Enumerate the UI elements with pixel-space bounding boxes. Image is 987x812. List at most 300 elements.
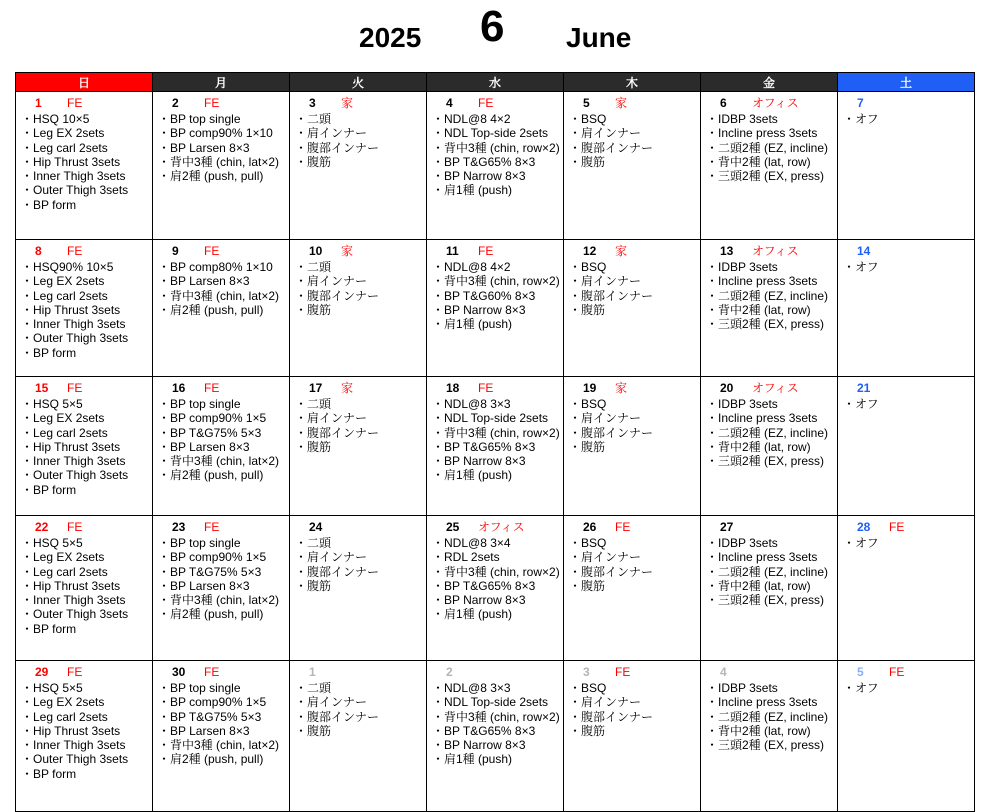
workout-item: ・BP top single xyxy=(158,397,241,411)
day-cell[interactable] xyxy=(427,516,564,661)
workout-item: ・肩2種 (push, pull) xyxy=(158,468,264,483)
day-number: 21 xyxy=(857,381,871,395)
location-label: オフィス xyxy=(752,381,799,395)
day-header xyxy=(158,94,289,112)
workout-item: ・背中3種 (chin, lat×2) xyxy=(158,154,280,169)
workout-item: ・BP form xyxy=(21,621,77,636)
location-label: 家 xyxy=(615,244,628,258)
workout-item: ・Leg EX 2sets xyxy=(21,411,105,426)
workout-item: ・背中2種 (lat, row) xyxy=(706,154,811,169)
workout-item: ・BP top single xyxy=(158,536,241,550)
workout-item: ・RDL 2sets xyxy=(432,550,500,565)
day-header xyxy=(843,94,974,112)
workout-item: ・BP T&G75% 5×3 xyxy=(158,564,262,579)
workout-item: ・腹筋 xyxy=(569,154,606,169)
weekday-friday: 金 xyxy=(701,73,838,92)
workout-item: ・BP comp80% 1×10 xyxy=(158,260,273,274)
workout-item: ・Incline press 3sets xyxy=(706,126,818,141)
workout-item: ・BP T&G65% 8×3 xyxy=(432,154,536,169)
workout-item: ・NDL@8 3×4 xyxy=(432,536,511,550)
day-header xyxy=(569,663,700,681)
workout-item: ・腹部インナー xyxy=(295,288,380,303)
week-row xyxy=(16,516,975,661)
weekday-tuesday: 火 xyxy=(290,73,427,92)
day-number: 2 xyxy=(446,665,453,679)
workout-item: ・背中3種 (chin, row×2) xyxy=(432,140,560,155)
workout-item: ・オフ xyxy=(843,681,879,695)
workout-item: ・BP form xyxy=(21,345,77,360)
workout-item: ・Outer Thigh 3sets xyxy=(21,331,129,346)
workout-item: ・HSQ 5×5 xyxy=(21,536,83,550)
day-number: 1 xyxy=(309,665,316,679)
workout-item: ・Incline press 3sets xyxy=(706,274,818,289)
day-cell[interactable] xyxy=(153,240,290,377)
location-label: 家 xyxy=(341,96,354,110)
week-row xyxy=(16,377,975,516)
workout-item: ・腹筋 xyxy=(295,439,332,454)
workout-item: ・IDBP 3sets xyxy=(706,112,778,126)
workout-item: ・Incline press 3sets xyxy=(706,695,818,710)
workout-item: ・Inner Thigh 3sets xyxy=(21,454,126,469)
workout-item: ・背中3種 (chin, row×2) xyxy=(432,425,560,440)
workout-item: ・IDBP 3sets xyxy=(706,681,778,695)
workout-item: ・腹筋 xyxy=(569,723,606,738)
workout-item: ・Leg carl 2sets xyxy=(21,425,108,440)
workout-item: ・Leg EX 2sets xyxy=(21,126,105,141)
workout-item: ・Hip Thrust 3sets xyxy=(21,578,121,593)
location-label: FE xyxy=(889,520,905,534)
workout-item: ・背中3種 (chin, lat×2) xyxy=(158,454,280,469)
workout-item: ・肩インナー xyxy=(295,126,368,141)
location-label: 家 xyxy=(615,381,628,395)
location-label: 家 xyxy=(341,381,354,395)
day-cell[interactable] xyxy=(701,377,838,516)
day-header xyxy=(706,379,837,397)
day-header xyxy=(21,663,152,681)
weekday-saturday: 土 xyxy=(838,73,975,92)
workout-item: ・BP Larsen 8×3 xyxy=(158,274,250,289)
calendar-header xyxy=(0,0,987,72)
day-header xyxy=(295,242,426,260)
workout-item: ・オフ xyxy=(843,536,879,550)
location-label: FE xyxy=(67,520,83,534)
weekday-row xyxy=(16,73,975,92)
workout-item: ・BP top single xyxy=(158,112,241,126)
workout-item: ・腹筋 xyxy=(569,439,606,454)
day-cell[interactable] xyxy=(153,661,290,812)
day-number: 15 xyxy=(35,381,49,395)
workout-item: ・Inner Thigh 3sets xyxy=(21,593,126,608)
workout-item: ・肩インナー xyxy=(295,695,368,710)
workout-item: ・オフ xyxy=(843,260,879,274)
workout-item: ・Leg EX 2sets xyxy=(21,550,105,565)
workout-item: ・HSQ 10×5 xyxy=(21,112,90,126)
location-label: FE xyxy=(204,96,220,110)
day-number: 9 xyxy=(172,244,179,258)
day-cell[interactable] xyxy=(564,661,701,812)
workout-item: ・Outer Thigh 3sets xyxy=(21,607,129,622)
workout-item: ・BP form xyxy=(21,766,77,781)
workout-item: ・肩インナー xyxy=(569,695,642,710)
day-cell[interactable] xyxy=(16,240,153,377)
workout-item: ・Incline press 3sets xyxy=(706,411,818,426)
workout-item: ・Incline press 3sets xyxy=(706,550,818,565)
workout-item: ・Inner Thigh 3sets xyxy=(21,738,126,753)
day-header xyxy=(843,663,974,681)
workout-item: ・BP T&G60% 8×3 xyxy=(432,288,536,303)
workout-item: ・腹部インナー xyxy=(569,288,654,303)
workout-item: ・NDL Top-side 2sets xyxy=(432,126,549,141)
day-number: 3 xyxy=(583,665,590,679)
workout-item: ・オフ xyxy=(843,112,879,126)
workout-item: ・NDL Top-side 2sets xyxy=(432,695,549,710)
workout-item: ・肩1種 (push) xyxy=(432,468,513,483)
day-cell[interactable] xyxy=(427,377,564,516)
day-cell[interactable] xyxy=(153,92,290,240)
day-number: 30 xyxy=(172,665,186,679)
workout-item: ・背中3種 (chin, lat×2) xyxy=(158,288,280,303)
day-number: 20 xyxy=(720,381,734,395)
day-cell[interactable] xyxy=(16,377,153,516)
day-number: 18 xyxy=(446,381,460,395)
workout-item: ・BP Larsen 8×3 xyxy=(158,578,250,593)
day-number: 4 xyxy=(446,96,453,110)
workout-item: ・BSQ xyxy=(569,397,607,411)
workout-item: ・三頭2種 (EX, press) xyxy=(706,593,825,608)
workout-item: ・BP T&G65% 8×3 xyxy=(432,578,536,593)
day-cell[interactable] xyxy=(290,240,427,377)
day-number: 17 xyxy=(309,381,323,395)
workout-item: ・三頭2種 (EX, press) xyxy=(706,317,825,332)
workout-item: ・肩1種 (push) xyxy=(432,752,513,767)
workout-item: ・二頭 xyxy=(295,112,332,126)
day-number: 28 xyxy=(857,520,871,534)
workout-item: ・肩インナー xyxy=(569,550,642,565)
workout-item: ・HSQ 5×5 xyxy=(21,397,83,411)
weekday-sunday: 日 xyxy=(16,73,153,92)
workout-item: ・腹筋 xyxy=(295,723,332,738)
workout-item: ・肩2種 (push, pull) xyxy=(158,302,264,317)
day-header xyxy=(295,94,426,112)
workout-item: ・肩2種 (push, pull) xyxy=(158,752,264,767)
day-number: 22 xyxy=(35,520,49,534)
workout-item: ・Leg EX 2sets xyxy=(21,695,105,710)
workout-item: ・Outer Thigh 3sets xyxy=(21,752,129,767)
workout-item: ・BP Narrow 8×3 xyxy=(432,593,526,608)
workout-item: ・腹部インナー xyxy=(569,564,654,579)
day-cell[interactable] xyxy=(701,661,838,812)
workout-item: ・BP top single xyxy=(158,681,241,695)
day-header xyxy=(706,242,837,260)
year-label: 2025 xyxy=(359,22,422,53)
workout-item: ・BP form xyxy=(21,197,77,212)
location-label: FE xyxy=(478,244,494,258)
workout-item: ・腹部インナー xyxy=(569,425,654,440)
workout-item: ・背中3種 (chin, row×2) xyxy=(432,709,560,724)
day-number: 4 xyxy=(720,665,727,679)
workout-item: ・Hip Thrust 3sets xyxy=(21,154,121,169)
day-cell[interactable] xyxy=(701,516,838,661)
workout-item: ・肩2種 (push, pull) xyxy=(158,607,264,622)
workout-item: ・BSQ xyxy=(569,112,607,126)
workout-item: ・背中3種 (chin, lat×2) xyxy=(158,593,280,608)
day-header xyxy=(21,242,152,260)
workout-item: ・NDL@8 3×3 xyxy=(432,681,511,695)
workout-item: ・背中3種 (chin, row×2) xyxy=(432,274,560,289)
day-cell[interactable] xyxy=(290,377,427,516)
day-number: 12 xyxy=(583,244,597,258)
workout-item: ・IDBP 3sets xyxy=(706,260,778,274)
day-cell[interactable] xyxy=(290,92,427,240)
day-number: 14 xyxy=(857,244,871,258)
day-header xyxy=(569,379,700,397)
workout-item: ・二頭2種 (EZ, incline) xyxy=(706,140,829,155)
day-number: 25 xyxy=(446,520,460,534)
workout-item: ・肩インナー xyxy=(569,274,642,289)
day-cell[interactable] xyxy=(290,516,427,661)
week-row xyxy=(16,240,975,377)
day-number: 7 xyxy=(857,96,864,110)
workout-item: ・背中2種 (lat, row) xyxy=(706,723,811,738)
workout-item: ・背中2種 (lat, row) xyxy=(706,439,811,454)
location-label: FE xyxy=(204,665,220,679)
day-header xyxy=(158,518,289,536)
location-label: 家 xyxy=(615,96,628,110)
workout-item: ・腹部インナー xyxy=(569,709,654,724)
day-header xyxy=(843,518,974,536)
workout-item: ・NDL Top-side 2sets xyxy=(432,411,549,426)
workout-item: ・オフ xyxy=(843,397,879,411)
workout-item: ・BP Narrow 8×3 xyxy=(432,169,526,184)
workout-item: ・HSQ90% 10×5 xyxy=(21,260,114,274)
day-number: 29 xyxy=(35,665,49,679)
location-label: FE xyxy=(204,520,220,534)
location-label: オフィス xyxy=(752,96,799,110)
location-label: FE xyxy=(67,381,83,395)
workout-item: ・Hip Thrust 3sets xyxy=(21,439,121,454)
day-header xyxy=(569,518,700,536)
workout-item: ・BP Larsen 8×3 xyxy=(158,140,250,155)
workout-item: ・IDBP 3sets xyxy=(706,397,778,411)
workout-item: ・肩インナー xyxy=(569,126,642,141)
day-cell[interactable] xyxy=(564,240,701,377)
workout-item: ・Hip Thrust 3sets xyxy=(21,723,121,738)
workout-item: ・二頭 xyxy=(295,397,332,411)
week-row xyxy=(16,92,975,240)
day-number: 26 xyxy=(583,520,597,534)
weekday-thursday: 木 xyxy=(564,73,701,92)
day-cell[interactable] xyxy=(427,240,564,377)
workout-item: ・NDL@8 4×2 xyxy=(432,260,511,274)
day-header xyxy=(432,663,563,681)
workout-item: ・背中3種 (chin, row×2) xyxy=(432,564,560,579)
location-label: オフィス xyxy=(478,520,525,534)
workout-item: ・三頭2種 (EX, press) xyxy=(706,169,825,184)
workout-item: ・腹部インナー xyxy=(295,709,380,724)
workout-item: ・BP Narrow 8×3 xyxy=(432,302,526,317)
workout-item: ・肩2種 (push, pull) xyxy=(158,169,264,184)
day-number: 11 xyxy=(446,244,459,258)
workout-item: ・背中2種 (lat, row) xyxy=(706,302,811,317)
workout-item: ・Leg carl 2sets xyxy=(21,564,108,579)
day-header xyxy=(295,663,426,681)
day-header xyxy=(158,242,289,260)
workout-item: ・BP form xyxy=(21,482,77,497)
day-header xyxy=(706,518,837,536)
day-header xyxy=(21,94,152,112)
day-number: 1 xyxy=(35,96,42,110)
month-number: 6 xyxy=(480,2,505,51)
workout-item: ・二頭 xyxy=(295,260,332,274)
workout-item: ・HSQ 5×5 xyxy=(21,681,83,695)
day-header xyxy=(432,379,563,397)
day-number: 27 xyxy=(720,520,734,534)
day-header xyxy=(432,94,563,112)
workout-item: ・BP Larsen 8×3 xyxy=(158,439,250,454)
workout-item: ・BP comp90% 1×10 xyxy=(158,126,273,141)
day-cell[interactable] xyxy=(564,377,701,516)
day-header xyxy=(295,518,426,536)
day-cell[interactable] xyxy=(701,92,838,240)
day-number: 8 xyxy=(35,244,42,258)
workout-item: ・肩インナー xyxy=(569,411,642,426)
workout-item: ・BP T&G75% 5×3 xyxy=(158,425,262,440)
workout-item: ・二頭2種 (EZ, incline) xyxy=(706,425,829,440)
workout-item: ・BP T&G65% 8×3 xyxy=(432,439,536,454)
workout-item: ・二頭2種 (EZ, incline) xyxy=(706,709,829,724)
workout-item: ・Inner Thigh 3sets xyxy=(21,169,126,184)
day-header xyxy=(21,518,152,536)
workout-item: ・肩インナー xyxy=(295,411,368,426)
workout-item: ・BSQ xyxy=(569,681,607,695)
workout-item: ・二頭 xyxy=(295,536,332,550)
day-number: 19 xyxy=(583,381,597,395)
workout-item: ・肩インナー xyxy=(295,550,368,565)
day-header xyxy=(569,242,700,260)
day-header xyxy=(706,663,837,681)
day-header xyxy=(843,379,974,397)
location-label: オフィス xyxy=(752,244,799,258)
workout-item: ・背中3種 (chin, lat×2) xyxy=(158,738,280,753)
day-number: 10 xyxy=(309,244,323,258)
workout-item: ・NDL@8 4×2 xyxy=(432,112,511,126)
day-header xyxy=(569,94,700,112)
workout-item: ・Inner Thigh 3sets xyxy=(21,317,126,332)
day-header xyxy=(432,242,563,260)
day-number: 16 xyxy=(172,381,186,395)
workout-item: ・腹筋 xyxy=(295,578,332,593)
day-cell[interactable] xyxy=(838,516,975,661)
weekday-monday: 月 xyxy=(153,73,290,92)
weekday-wednesday: 水 xyxy=(427,73,564,92)
location-label: FE xyxy=(67,96,83,110)
location-label: FE xyxy=(67,665,83,679)
day-cell[interactable] xyxy=(838,377,975,516)
workout-item: ・肩1種 (push) xyxy=(432,317,513,332)
workout-item: ・BP comp90% 1×5 xyxy=(158,550,267,565)
location-label: FE xyxy=(615,520,631,534)
day-cell[interactable] xyxy=(427,661,564,812)
workout-item: ・腹部インナー xyxy=(295,425,380,440)
workout-item: ・Leg EX 2sets xyxy=(21,274,105,289)
workout-item: ・三頭2種 (EX, press) xyxy=(706,738,825,753)
month-name: June xyxy=(566,22,632,53)
day-cell[interactable] xyxy=(427,92,564,240)
day-cell[interactable] xyxy=(838,240,975,377)
workout-item: ・BP T&G65% 8×3 xyxy=(432,723,536,738)
day-cell[interactable] xyxy=(153,377,290,516)
location-label: FE xyxy=(478,96,494,110)
workout-item: ・IDBP 3sets xyxy=(706,536,778,550)
location-label: FE xyxy=(204,381,220,395)
workout-item: ・BP comp90% 1×5 xyxy=(158,411,267,426)
workout-item: ・肩1種 (push) xyxy=(432,607,513,622)
day-number: 13 xyxy=(720,244,734,258)
workout-item: ・BSQ xyxy=(569,536,607,550)
day-cell[interactable] xyxy=(16,661,153,812)
workout-item: ・腹部インナー xyxy=(295,564,380,579)
calendar-grid xyxy=(15,72,975,812)
workout-item: ・腹筋 xyxy=(295,154,332,169)
workout-item: ・BP comp90% 1×5 xyxy=(158,695,267,710)
day-cell[interactable] xyxy=(838,92,975,240)
location-label: FE xyxy=(67,244,83,258)
day-cell[interactable] xyxy=(564,516,701,661)
day-cell[interactable] xyxy=(564,92,701,240)
location-label: 家 xyxy=(341,244,354,258)
day-cell[interactable] xyxy=(16,92,153,240)
day-header xyxy=(158,663,289,681)
workout-item: ・肩1種 (push) xyxy=(432,183,513,198)
day-number: 23 xyxy=(172,520,186,534)
day-cell[interactable] xyxy=(838,661,975,812)
day-header xyxy=(706,94,837,112)
day-header xyxy=(432,518,563,536)
workout-item: ・Leg carl 2sets xyxy=(21,140,108,155)
day-header xyxy=(158,379,289,397)
workout-item: ・BSQ xyxy=(569,260,607,274)
day-cell[interactable] xyxy=(16,516,153,661)
workout-item: ・背中2種 (lat, row) xyxy=(706,578,811,593)
day-cell[interactable] xyxy=(153,516,290,661)
workout-item: ・Outer Thigh 3sets xyxy=(21,183,129,198)
workout-item: ・腹筋 xyxy=(569,578,606,593)
day-cell[interactable] xyxy=(290,661,427,812)
workout-item: ・二頭2種 (EZ, incline) xyxy=(706,288,829,303)
location-label: FE xyxy=(615,665,631,679)
workout-item: ・二頭2種 (EZ, incline) xyxy=(706,564,829,579)
workout-item: ・肩インナー xyxy=(295,274,368,289)
location-label: FE xyxy=(204,244,220,258)
day-number: 2 xyxy=(172,96,179,110)
workout-item: ・三頭2種 (EX, press) xyxy=(706,454,825,469)
day-number: 5 xyxy=(583,96,590,110)
workout-item: ・Leg carl 2sets xyxy=(21,709,108,724)
location-label: FE xyxy=(889,665,905,679)
workout-item: ・Hip Thrust 3sets xyxy=(21,302,121,317)
workout-item: ・BP Narrow 8×3 xyxy=(432,454,526,469)
workout-item: ・BP Larsen 8×3 xyxy=(158,723,250,738)
day-number: 24 xyxy=(309,520,323,534)
workout-item: ・腹筋 xyxy=(569,302,606,317)
workout-item: ・BP T&G75% 5×3 xyxy=(158,709,262,724)
workout-item: ・腹部インナー xyxy=(295,140,380,155)
workout-item: ・腹部インナー xyxy=(569,140,654,155)
location-label: FE xyxy=(478,381,494,395)
workout-item: ・NDL@8 3×3 xyxy=(432,397,511,411)
day-header xyxy=(843,242,974,260)
day-cell[interactable] xyxy=(701,240,838,377)
